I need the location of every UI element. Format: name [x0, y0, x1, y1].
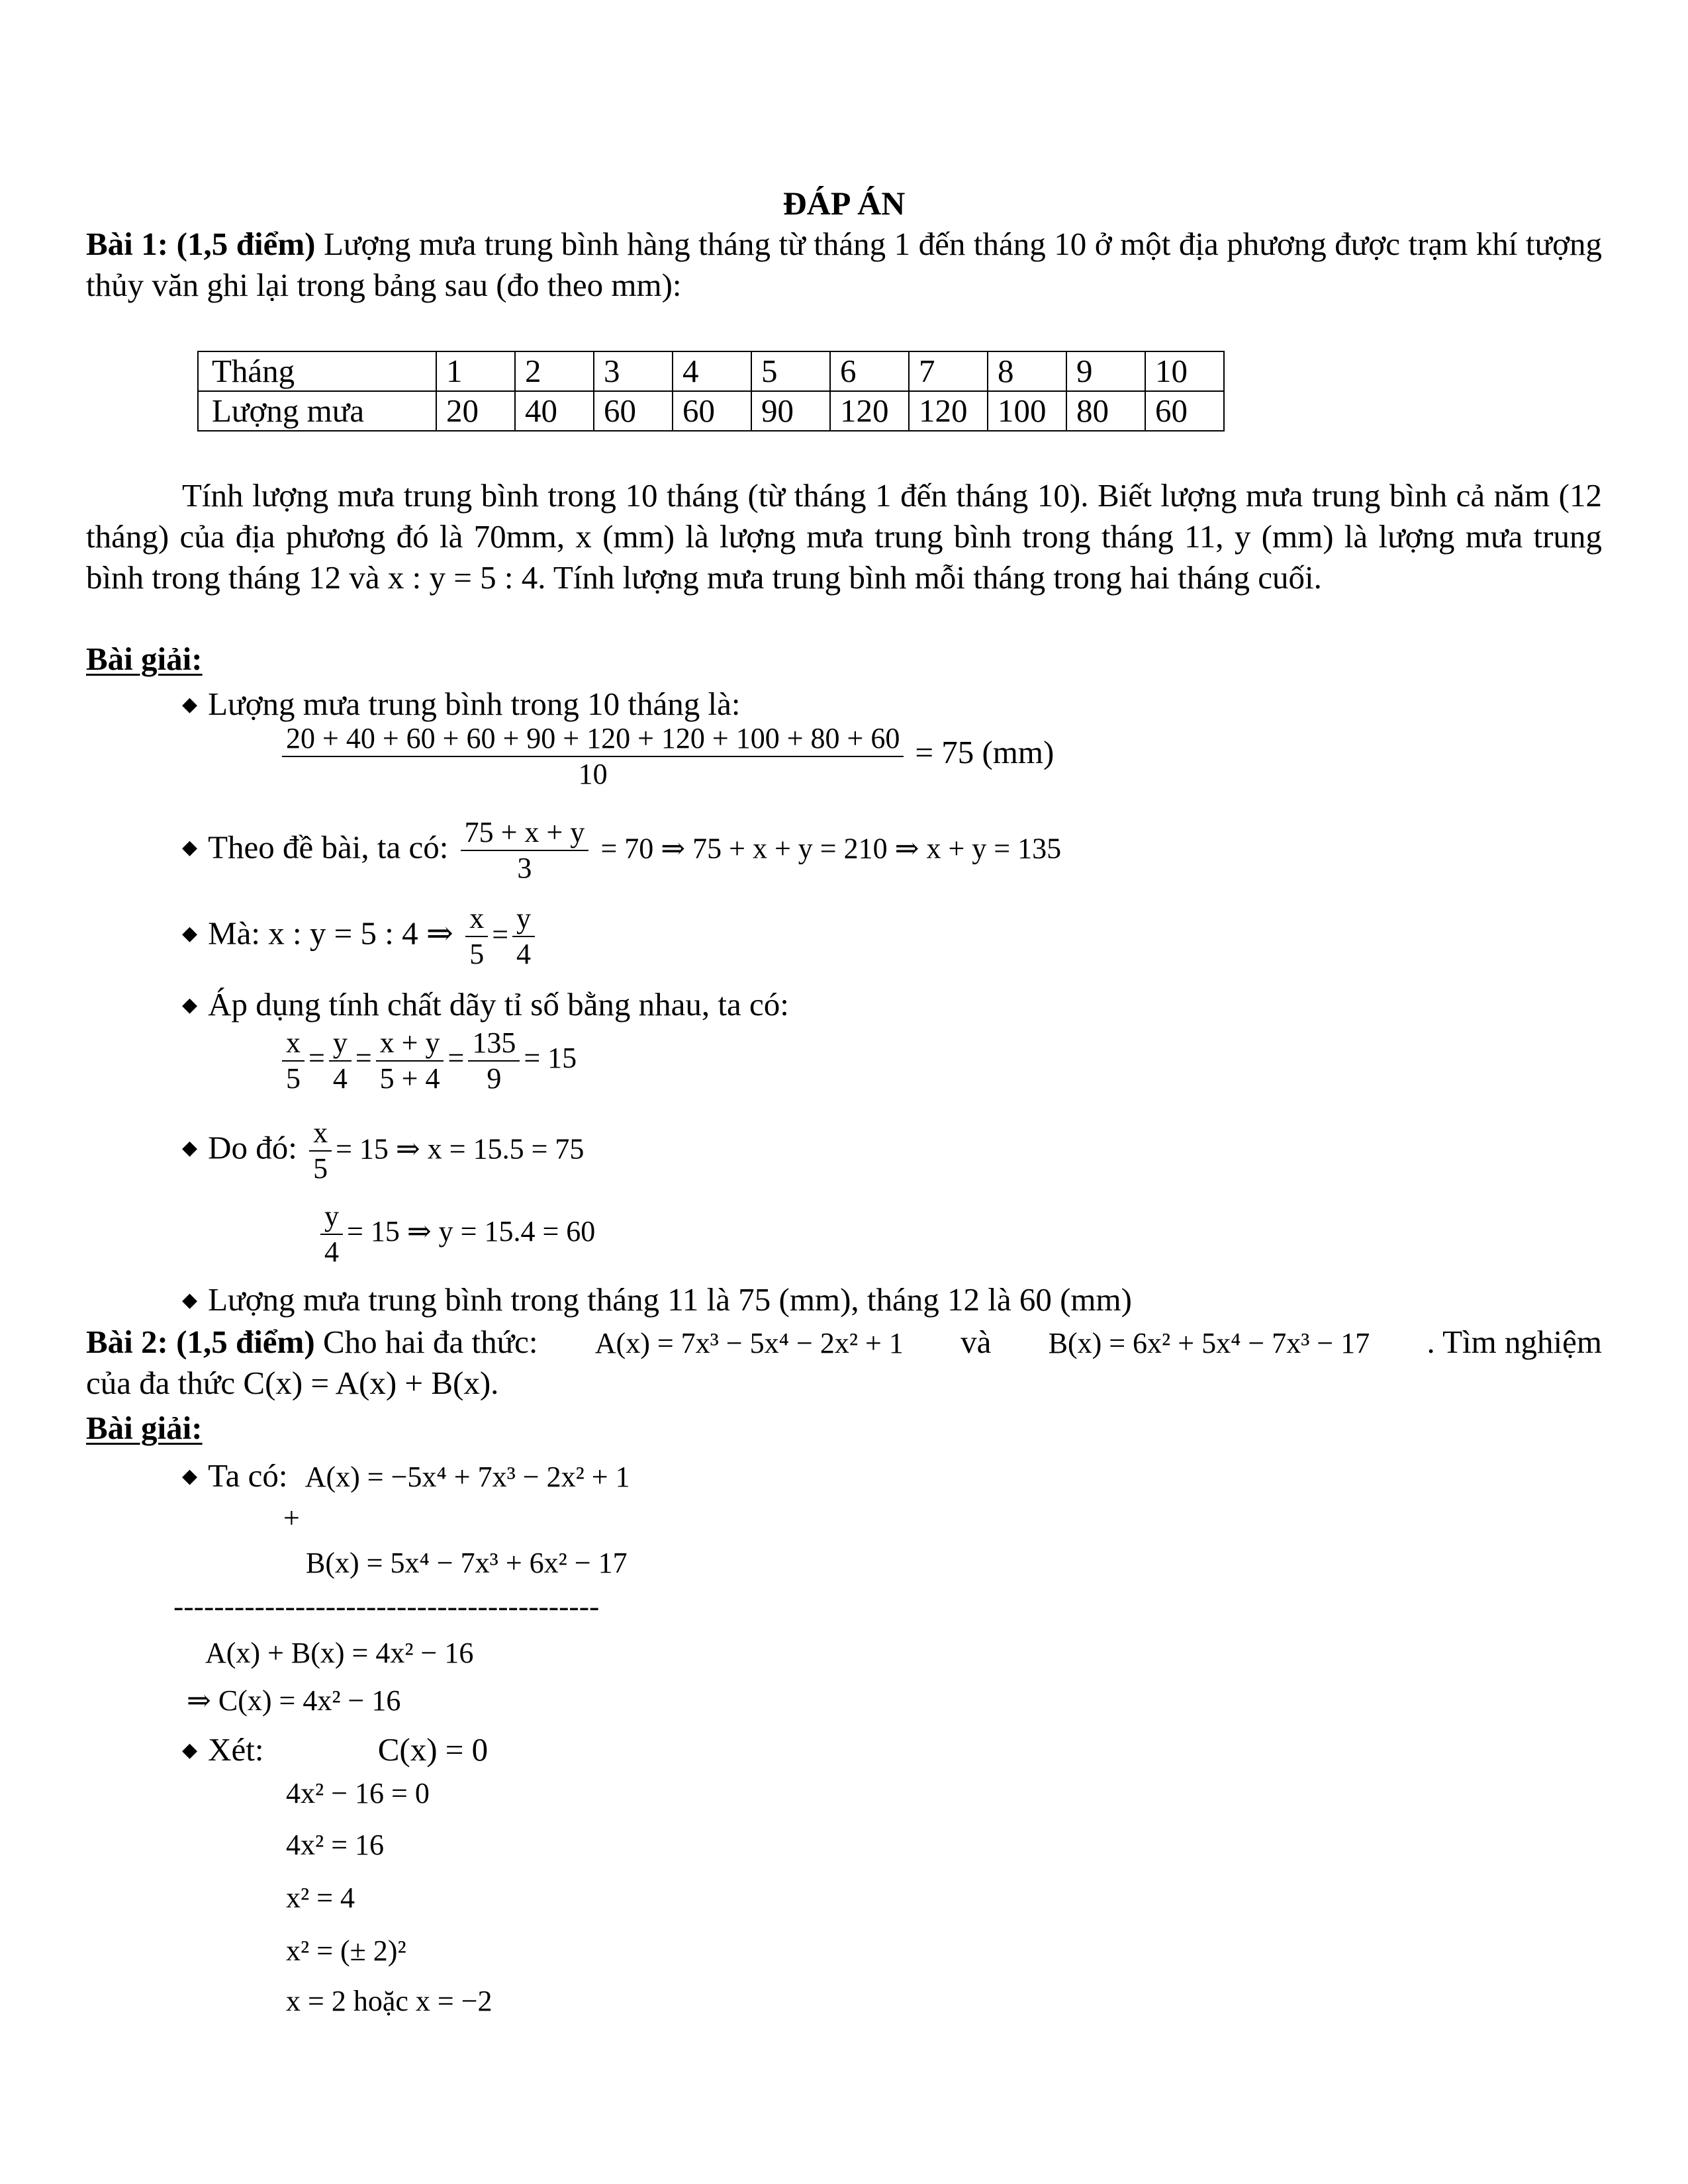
bai1-step4-result: = 15 [524, 1042, 577, 1075]
table-cell: 10 [1145, 351, 1224, 391]
bai1-step1-text: Lượng mưa trung bình trong 10 tháng là: [208, 686, 741, 722]
bai2-step3: x² = 4 [286, 1882, 355, 1914]
table-cell: 9 [1066, 351, 1145, 391]
table-cell: 80 [1066, 391, 1145, 431]
bai2-solution-label: Bài giải: [86, 1410, 203, 1446]
bai1-intro-text: Lượng mưa trung bình hàng tháng từ tháng 1 đến tháng 10 ở một địa phương được trạm khí tượng thủy văn ghi lại trong bảng sau (đo theo mm): [86, 226, 1602, 303]
fraction-denominator: 5 [286, 1062, 301, 1095]
fraction-numerator: y [320, 1199, 343, 1235]
bai1-question: Tính lượng mưa trung bình trong 10 tháng (từ tháng 1 đến tháng 10). Biết lượng mưa trung bình cả năm (12 tháng) của địa phương đó là 70mm, x (mm) là lượng mưa trung bình trong tháng 11, y (mm) là lượng mưa trung bình trong tháng 12 và x : y = 5 : 4. Tính lượng mưa trung bình mỗi tháng trong hai tháng cuối. [86, 477, 1602, 596]
bai2-cx: ⇒ C(x) = 4x² − 16 [187, 1684, 401, 1717]
bai1-solution-label: Bài giải: [86, 641, 203, 677]
fraction-denominator: 5 [469, 938, 485, 970]
bullet-diamond-icon: ◆ [182, 923, 198, 945]
table-row-label: Lượng mưa [198, 391, 436, 431]
table-cell: 40 [515, 391, 594, 431]
table-cell: 20 [436, 391, 515, 431]
equals-sign: = [492, 918, 509, 951]
bai2-intro-a: Cho hai đa thức: [322, 1324, 538, 1360]
bai1-step4 [182, 985, 789, 1029]
table-cell: 120 [909, 391, 988, 431]
bai2-label: Bài 2: [86, 1324, 168, 1360]
bai2-line-b: B(x) = 5x⁴ − 7x³ + 6x² − 17 [306, 1547, 628, 1579]
bai2-ta-co: Ta có: [208, 1457, 288, 1494]
table-cell: 60 [1145, 391, 1224, 431]
bai1-step2-text: Theo đề bài, ta có: [208, 829, 449, 866]
bai2-points: (1,5 điểm) [176, 1324, 315, 1360]
fraction-denominator: 10 [578, 758, 608, 790]
fraction-numerator: x [309, 1116, 332, 1152]
table-cell: 8 [988, 351, 1066, 391]
fraction-denominator: 4 [516, 938, 532, 970]
bai1-step2-result: = 70 ⇒ 75 + x + y = 210 ⇒ x + y = 135 [600, 832, 1062, 865]
table-cell: 6 [830, 351, 909, 391]
fraction [309, 1116, 332, 1186]
bai1-step2 [182, 815, 1061, 886]
rainfall-table [197, 351, 1225, 432]
bai2-step4: x² = (± 2)² [286, 1934, 406, 1967]
table-cell: 2 [515, 351, 594, 391]
bullet-diamond-icon: ◆ [182, 694, 198, 715]
fraction [282, 1026, 305, 1096]
page-title: ĐÁP ÁN [782, 185, 906, 222]
bai1-step1-result: = 75 (mm) [915, 734, 1055, 771]
bai1-step5-text: Do đó: [208, 1129, 297, 1166]
fraction-numerator: 75 + x + y [461, 815, 589, 851]
fraction-numerator: y [512, 901, 535, 937]
bai1-intro-paragraph [86, 224, 1602, 306]
bullet-diamond-icon: ◆ [182, 994, 198, 1016]
table-cell: 5 [751, 351, 830, 391]
bai2-step2: 4x² = 16 [286, 1829, 385, 1861]
bai1-step6 [182, 1280, 1132, 1324]
fraction-denominator: 5 [313, 1152, 328, 1185]
bai1-step4-formula: $\frac{x}{5}$ = $\frac{y}{4}$ = $\frac{x + y}{5 + 4}$ = $\frac{135}{9}$ = 15 [278, 1026, 577, 1096]
fraction-numerator: x [465, 901, 488, 937]
bai2-ax-definition: A(x) = 7x³ − 5x⁴ − 2x² + 1 [594, 1327, 904, 1359]
bullet-diamond-icon: ◆ [182, 1739, 198, 1761]
bai1-step4-text: Áp dụng tính chất dãy tỉ số bằng nhau, ta có: [208, 986, 789, 1023]
fraction-denominator: 9 [487, 1062, 502, 1095]
table-cell: 100 [988, 391, 1066, 431]
bai2-cx0: C(x) = 0 [377, 1731, 489, 1768]
fraction-denominator: 5 + 4 [379, 1062, 440, 1095]
bai2-bx-definition: B(x) = 6x² + 5x⁴ − 7x³ − 17 [1048, 1327, 1370, 1359]
fraction-numerator: 20 + 40 + 60 + 60 + 90 + 120 + 120 + 100 + 80 + 60 [282, 721, 904, 757]
bai1-step3-text: Mà: x : y = 5 : 4 ⇒ [208, 915, 453, 952]
table-cell: 4 [673, 351, 751, 391]
fraction [512, 901, 535, 972]
bai2-xet: Xét: [208, 1731, 264, 1768]
fraction [282, 721, 904, 792]
bai1-step3 [182, 901, 539, 972]
bai2-sum: A(x) + B(x) = 4x² − 16 [205, 1637, 474, 1669]
table-cell: 90 [751, 391, 830, 431]
bai2-xet-line [182, 1730, 488, 1774]
bullet-diamond-icon: ◆ [182, 1137, 198, 1160]
bullet-diamond-icon: ◆ [182, 837, 198, 859]
plus-sign: + [283, 1502, 300, 1534]
bai1-points: (1,5 điểm) [176, 226, 316, 262]
bai2-step1: 4x² − 16 = 0 [286, 1777, 430, 1809]
fraction [465, 901, 488, 972]
separator-dashes: ------------------------------------------ [173, 1589, 600, 1623]
fraction-denominator: 3 [517, 852, 532, 884]
bai1-step6-text: Lượng mưa trung bình trong tháng 11 là 75 (mm), tháng 12 là 60 (mm) [208, 1281, 1132, 1318]
bai1-step5-result1: = 15 ⇒ x = 15.5 = 75 [336, 1132, 585, 1165]
table-row-months [198, 351, 1224, 391]
table-cell: 120 [830, 391, 909, 431]
table-cell: 60 [673, 391, 751, 431]
fraction [461, 815, 589, 886]
fraction [468, 1026, 520, 1096]
table-row-rainfall [198, 391, 1224, 431]
bai2-step5: x = 2 hoặc x = −2 [286, 1985, 492, 2017]
fraction-denominator: 4 [324, 1236, 339, 1268]
bai1-step5-line2 [316, 1199, 595, 1269]
fraction [320, 1199, 343, 1269]
bai2-and: và [961, 1324, 992, 1360]
fraction-numerator: x + y [376, 1026, 444, 1062]
fraction [376, 1026, 444, 1096]
bai2-intro-line2: của đa thức C(x) = A(x) + B(x). [86, 1365, 499, 1401]
bullet-diamond-icon: ◆ [182, 1465, 198, 1487]
bai1-step1-formula [278, 721, 1054, 792]
fraction-denominator: 4 [332, 1062, 348, 1095]
bai2-ta-co-line [182, 1456, 630, 1500]
fraction [329, 1026, 352, 1096]
bai1-step5-result2: = 15 ⇒ y = 15.4 = 60 [347, 1215, 596, 1248]
bai2-line-a: A(x) = −5x⁴ + 7x³ − 2x² + 1 [305, 1461, 630, 1493]
table-cell: 1 [436, 351, 515, 391]
bullet-diamond-icon: ◆ [182, 1289, 198, 1311]
fraction-numerator: 135 [468, 1026, 520, 1062]
fraction-numerator: y [329, 1026, 352, 1062]
bai2-intro-line1 [86, 1322, 1602, 1363]
table-cell: 7 [909, 351, 988, 391]
table-cell: 60 [594, 391, 673, 431]
table-header-label: Tháng [198, 351, 436, 391]
bai1-step5 [182, 1116, 584, 1186]
bai1-label: Bài 1: [86, 226, 169, 262]
table-cell: 3 [594, 351, 673, 391]
fraction-numerator: x [282, 1026, 305, 1062]
bai2-intro-b: . Tìm nghiệm [1427, 1324, 1602, 1360]
bai2-intro-part1 [86, 1322, 538, 1362]
